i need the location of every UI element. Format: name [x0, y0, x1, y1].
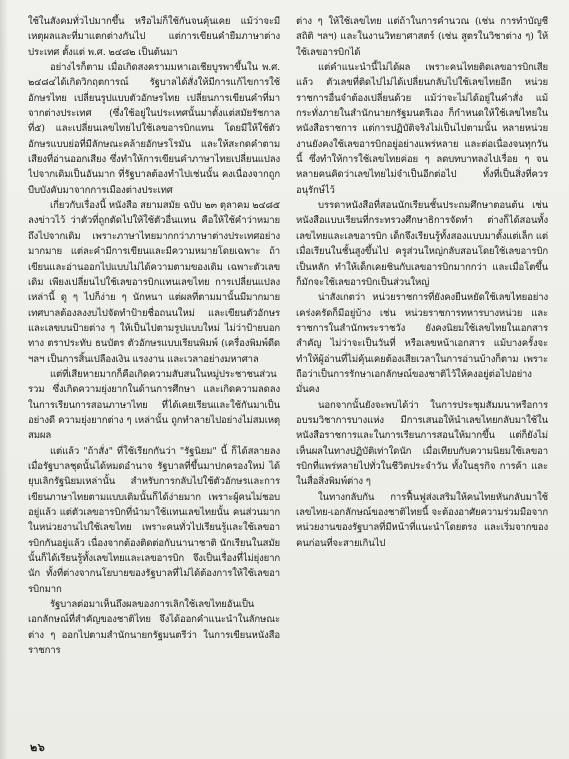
left-paragraph-2: อย่างไรก็ตาม เมื่อเกิดสงครามมหาเอเชียบูรพาขึ้นใน พ.ศ. ๒๔๘๔ได้เกิดวิกฤตการณ์ รัฐบาลได้สั่งให้มีการแก้ไขการใช้อักษรไทย เปลี่ยนรูปแบบตัวอักษรไทย เปลี่ยนการเขียนคำที่มาจากต่างประเทศ (ซึ่งใช้อยู่ในประเทศนั้นมาตั้งแต่สมัยรัชกาลที่๕) และเปลี่ยนเลขไทยไปใช้เลขอารบิกแทน โดยมีให้ใช้ตัวอักษรแบบย่อที่มีลักษณะคล้ายอักษรโรมัน และให้สะกดคำตามเสียงที่อ่านออกเสียง ซึ่งทำให้การเขียนคำภาษาไทยเปลี่ยนแปลงไปจากเดิมเป็นอันมาก ที่รัฐบาลต้องทำไปเช่นนั้น คงเนื่องจากถูกบีบบังคับมาจากการเมืองต่างประเทศ: [28, 62, 280, 196]
left-paragraph-1: ใช้ในสังคมทั่วไปมากขึ้น หรือไม่ก็ใช้กันจนคุ้นเคย แม้ว่าจะมีเหตุผลและที่มาแตกต่างกันไป แต่การเขียนคำยืมภาษาต่างประเทศ ตั้งแต่ พ.ศ. ๒๔๘๒ เป็นต้นมา: [28, 16, 280, 58]
right-column: [296, 14, 548, 720]
binding-shadow: [0, 0, 8, 759]
left-paragraph-3: เกี่ยวกับเรื่องนี้ หนังสือ สยามสมัย ฉบับ ๒๓ ตุลาคม ๒๔๘๕ ลงข่าวไว้ ว่าตัวที่ถูกตัดไปให้ใช้ตัวอื่นแทน คือให้ใช้คำว่าหมายถึงไปจากเดิม เพราะภาษาไทยมากกว่าภาษาต่างประเทศอย่างมากมาย แต่ละคำมีการเขียนและมีความหมายโดยเฉพาะ ถ้าเขียนและอ่านออกไปแบบไม่ได้ความตามของเดิม เฉพาะตัวเลขเดิม เพียงเปลี่ยนไปใช้เลขอารบิกแทนเลขไทย การเปลี่ยนแปลงเหล่านี้ ดู ๆ ไปก็ง่าย ๆ นักหนา แต่ผลที่ตามมานั้นมีมากมาย เทศบาลต้องลงงบไปจัดทำป้ายชื่อถนนใหม่ และเขียนตัวอักษรและเลขบนป้ายต่าง ๆ ให้เป็นไปตามรูปแบบใหม่ ไม่ว่าป้ายบอกทาง ตราประทับ ธนบัตร ตัวอักษรแบบเรียนพิมพ์ (เครื่องพิมพ์ดีด ฯลฯ เป็นการสิ้นเปลืองเงิน แรงงาน และเวลาอย่างมหาศาล: [28, 200, 280, 365]
right-paragraph-5: นอกจากนั้นยังจะพบได้ว่า ในการประชุมสัมมนาหรือการอบรมวิชาการบางแห่ง มีการเสนอให้นำเลขไทยกลับมาใช้ในหนังสือราชการและในการเรียนการสอนให้มากขึ้น แต่ก็ยังไม่เห็นผลในทางปฏิบัติเท่าใดนัก เมื่อเทียบกับความนิยมใช้เลขอารบิกที่แพร่หลายไปทั่วในชีวิตประจำวัน ทั้งในธุรกิจ การค้า และในสื่อสิ่งพิมพ์ต่าง ๆ: [296, 399, 548, 488]
left-paragraph-6: รัฐบาลต่อมาเห็นถึงผลของการเลิกใช้เลขไทยอันเป็นเอกลักษณ์ที่สำคัญของชาติไทย จึงได้ออกคำแนะนำในลักษณะต่าง ๆ ออกไปตามสำนักนายกรัฐมนตรีว่า ในการเขียนหนังสือราชการ: [28, 599, 280, 657]
left-paragraph-4: แต่ที่เสียหายมากก็คือเกิดความสับสนในหมู่ประชาชนส่วนรวม ซึ่งเกิดความยุ่งยากในด้านการศึกษา และเกิดความลดลงในการเรียนการสอนภาษาไทย ที่ได้เคยเรียนและใช้กันมาเป็นอย่างดี ความยุ่งยากต่าง ๆ เหล่านั้น ถูกทำลายไปอย่างไม่สมเหตุสมผล: [28, 368, 280, 442]
right-paragraph-2: แต่คำแนะนำนี้ไม่ได้ผล เพราะคนไทยติดเลขอารบิกเสียแล้ว ตัวเลขที่ติดไปไม่ได้เปลี่ยนกลับไปใช้เลขไทยอีก หน่วยราชการอื่นจำต้องเปลี่ยนด้วย แม้ว่าจะไม่ได้อยู่ในคำสั่ง แม้กระทั่งภายในสำนักนายกรัฐมนตรีเอง ก็กำหนดให้ใช้เลขไทยในหนังสือราชการ แต่การปฏิบัติจริงไม่เป็นไปตามนั้น หลายหน่วยงานยังคงใช้เลขอารบิกอยู่อย่างแพร่หลาย และต่อเนื่องจนทุกวันนี้ ซึ่งทำให้การใช้เลขไทยค่อย ๆ ลดบทบาทลงไปเรื่อย ๆ จนหลายคนคิดว่าเลขไทยไม่จำเป็นอีกต่อไป ทั้งที่เป็นสิ่งที่ควรอนุรักษ์ไว้: [296, 62, 548, 196]
right-paragraph-1: ต่าง ๆ ให้ใช้เลขไทย แต่ถ้าในการคำนวณ (เช่น การทำบัญชี สถิติ ฯลฯ) และในงานวิทยาศาสตร์ (เช่น สูตรในวิชาต่าง ๆ) ให้ใช้เลขอารบิกได้: [296, 16, 548, 58]
right-paragraph-3: บรรดาหนังสือที่สอนนักเรียนชั้นประถมศึกษาตอนต้น เช่น หนังสือแบบเรียนที่กระทรวงศึกษาธิการจัดทำ ต่างก็ได้สอนทั้งเลขไทยและเลขอารบิก เด็กจึงเรียนรู้ทั้งสองแบบมาตั้งแต่เล็ก แต่เมื่อเรียนในชั้นสูงขึ้นไป ครูส่วนใหญ่กลับสอนโดยใช้เลขอารบิกเป็นหลัก ทำให้เด็กเคยชินกับเลขอารบิกมากกว่า และเมื่อโตขึ้นก็มักจะใช้เลขอารบิกเป็นส่วนใหญ่: [296, 200, 548, 288]
right-paragraph-6: ในทางกลับกัน การฟื้นฟูส่งเสริมให้คนไทยหันกลับมาใช้เลขไทย-เอกลักษณ์ของชาติไทยนี้ จะต้องอาศัยความร่วมมือจากหน่วยงานของรัฐบาลที่มีหน้าที่แนะนำโดยตรง และเริ่มจากของคนก่อนที่จะสายเกินไป: [296, 491, 548, 549]
page-number: ๒๖: [30, 741, 46, 754]
left-column: [28, 14, 280, 732]
right-paragraph-4: น่าสังเกตว่า หน่วยราชการที่ยังคงยืนหยัดใช้เลขไทยอย่างเคร่งครัดก็มีอยู่บ้าง เช่น หน่วยราชการทหารบางหน่วย และราชการในสำนักพระราชวัง ยังคงนิยมใช้เลขไทยในเอกสารสำคัญ ไม่ว่าจะเป็นวันที่ หรือเลขหน้าเอกสาร แม้บางครั้งจะทำให้ผู้อ่านที่ไม่คุ้นเคยต้องเสียเวลาในการอ่านบ้างก็ตาม เพราะถือว่าเป็นการรักษาเอกลักษณ์ของชาติไว้ให้คงอยู่ต่อไปอย่างมั่นคง: [296, 292, 548, 396]
left-paragraph-5: แต่แล้ว "ถ้าสั่ง" ที่ใช้เรียกกันว่า "รัฐนิยม" นี้ ก็ได้สลายลงเมื่อรัฐบาลชุดนั้นได้หมดอำนาจ รัฐบาลที่ขึ้นมาปกครองใหม่ ได้ยุบเลิกรัฐนิยมเหล่านั้น สำหรับการกลับไปใช้ตัวอักษรและการเขียนภาษาไทยตามแบบเดิมนั้นก็ได้ง่ายมาก เพราะผู้คนไม่ชอบอยู่แล้ว แต่ตัวเลขอารบิกที่นำมาใช้แทนเลขไทยนั้น คนส่วนมากในหน่วยงานไปใช้เลขไทย เพราะคนทั่วไปเรียนรู้และใช้เลขอารบิกกันอยู่แล้ว เนื่องจากต้องติดต่อกับนานาชาติ นักเรียนในสมัยนั้นก็ได้เรียนรู้ทั้งเลขไทยและเลขอารบิก จึงเป็นเรื่องที่ไม่ยุ่งยากนัก ทั้งที่ต่างจากนโยบายของรัฐบาลที่ไม่ได้ต้องการให้ใช้เลขอารบิกมาก: [28, 445, 280, 595]
